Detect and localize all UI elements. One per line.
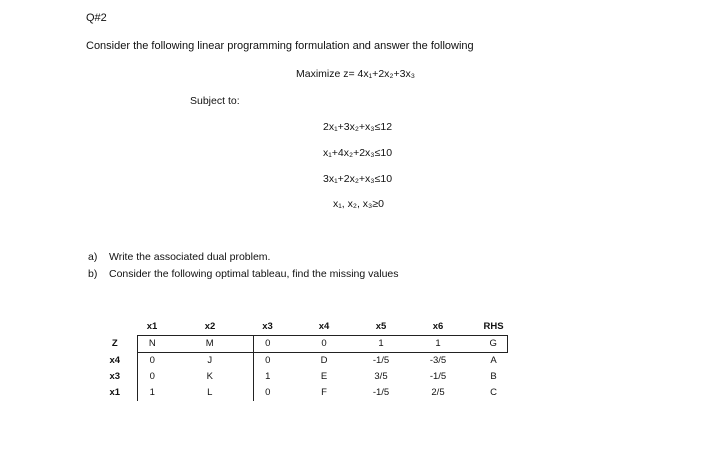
- part-a: [88, 251, 270, 263]
- header-x3: x3: [262, 321, 273, 332]
- table-cell: 2/5: [431, 387, 445, 398]
- header-x1: x1: [146, 321, 158, 332]
- table-cell: -1/5: [429, 371, 447, 382]
- table-row: [93, 385, 507, 401]
- objective-function: Maximize z= 4x₁+2x₂+3x₃: [296, 68, 415, 80]
- table-cell: 0: [137, 369, 167, 385]
- table-cell: 1: [137, 385, 167, 401]
- part-b-text: Consider the following optimal tableau, find the missing values: [109, 268, 399, 280]
- table-cell: 0: [253, 336, 282, 353]
- table-cell: -3/5: [429, 355, 447, 366]
- table-cell: N: [137, 336, 167, 353]
- non-negativity-constraint: x₁, x₂, x₃≥0: [333, 198, 384, 210]
- part-a-label: a): [88, 251, 98, 263]
- table-cell: 1: [253, 369, 282, 385]
- header-x5: x5: [375, 321, 387, 332]
- table-cell: G: [480, 336, 507, 353]
- table-cell: L: [207, 387, 213, 398]
- table-cell: -1/5: [372, 355, 390, 366]
- question-label: Q#2: [86, 12, 107, 24]
- table-cell: 0: [253, 385, 282, 401]
- table-cell: F: [321, 387, 327, 398]
- table-cell: E: [320, 371, 328, 382]
- header-x6: x6: [432, 321, 444, 332]
- table-cell: A: [490, 355, 497, 366]
- table-cell: K: [206, 371, 213, 382]
- part-b-label: b): [88, 268, 98, 280]
- row-label: x3: [109, 371, 121, 382]
- header-x2: x2: [204, 321, 216, 332]
- constraint-3: 3x₁+2x₂+x₃≤10: [323, 173, 393, 185]
- row-label: x4: [109, 354, 121, 366]
- part-a-text: Write the associated dual problem.: [109, 251, 271, 263]
- part-b: [88, 268, 399, 280]
- subject-to-label: Subject to:: [190, 95, 240, 107]
- constraint-2: x₁+4x₂+2x₃≤10: [323, 147, 393, 159]
- table-cell: 0: [282, 336, 366, 353]
- table-cell: 0: [253, 353, 282, 370]
- row-label: Z: [111, 338, 118, 349]
- optimal-tableau: [93, 319, 508, 401]
- table-row: [93, 353, 507, 370]
- table-cell: B: [490, 371, 497, 382]
- table-cell: J: [207, 355, 213, 366]
- header-corner: [93, 319, 137, 336]
- table-row: [93, 336, 507, 353]
- table-cell: D: [320, 355, 328, 366]
- tableau-header-row: [93, 319, 507, 336]
- table-cell: 3/5: [374, 371, 388, 382]
- header-x4: x4: [318, 321, 330, 332]
- table-row: [93, 369, 507, 385]
- table-cell: 1: [366, 336, 396, 353]
- constraint-1: 2x₁+3x₂+x₃≤12: [323, 121, 393, 133]
- table-cell: 0: [137, 353, 167, 370]
- table-cell: M: [167, 336, 253, 353]
- table-cell: -1/5: [372, 387, 390, 398]
- intro-text: Consider the following linear programming formulation and answer the following: [86, 40, 474, 52]
- table-cell: 1: [396, 336, 480, 353]
- header-rhs: RHS: [483, 321, 504, 332]
- row-label: x1: [109, 387, 121, 398]
- table-cell: C: [490, 387, 497, 398]
